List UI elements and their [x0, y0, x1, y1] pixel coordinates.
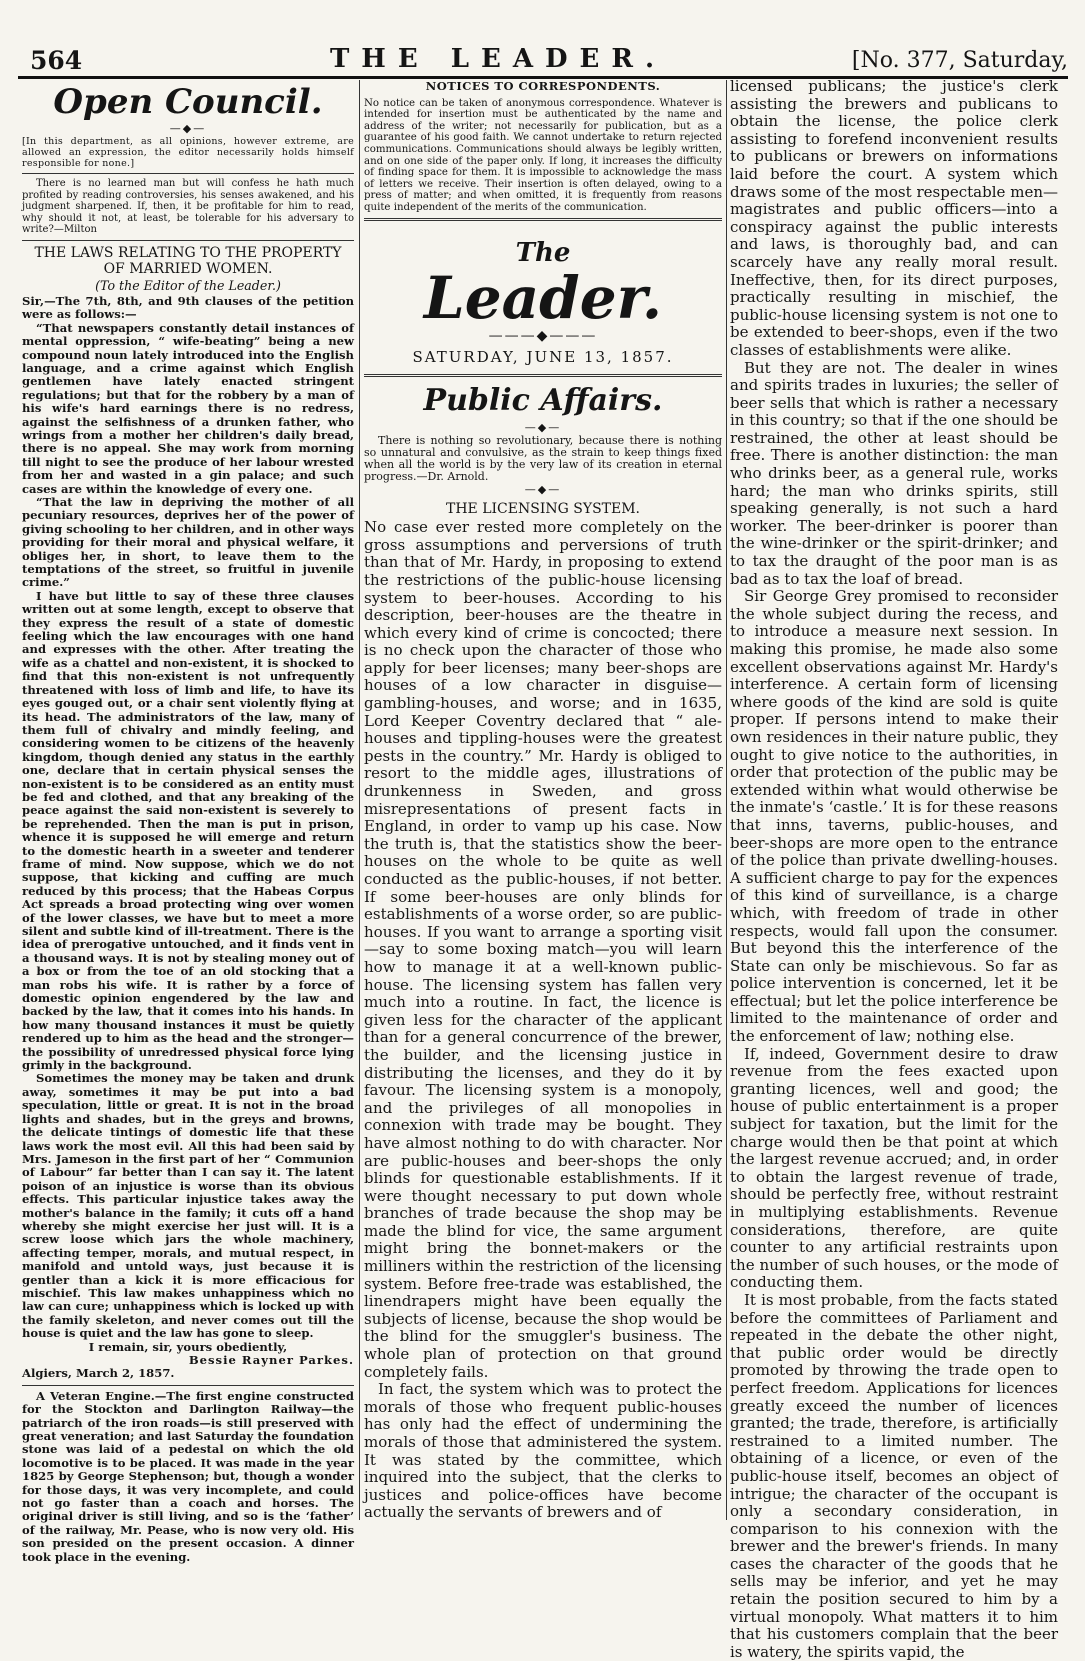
ornament-divider: ———◆——— [488, 327, 598, 344]
column-open-council [22, 78, 354, 1564]
ornament-divider: —◆— [169, 122, 207, 135]
column-divider [726, 80, 727, 1520]
article-paragraph: In fact, the system which was to protect the morals of those who frequent public-houses has only had the effect of undermining the morals of those that administered the system. It was stated by the committee, which inquired into the subject, that the clerks to justices and police-offices have become actually the servants of brewers and of [364, 1380, 722, 1522]
letter-dateline: Algiers, March 2, 1857. [22, 1366, 175, 1381]
letter-signature: Bessie Rayner Parkes. [188, 1353, 354, 1367]
page-header [18, 42, 1068, 76]
veteran-engine-item: A Veteran Engine.—The first engine constructed for the Stockton and Darlington Railway—the patriarch of the iron roads—is still preserved with great veneration; and last Saturday the foundation stone was laid of a pedestal on which the old locomotive is to be placed. It was made in the year 1825 by George Stephenson; but, though a wonder for those days, it was very incomplete, and could not go faster than a coach and horses. The original driver is still living, and so is the ‘father’ of the railway, Mr. Pease, who is now very old. His son presided on the present occasion. A dinner took place in the evening. [22, 1388, 354, 1564]
divider [22, 240, 354, 241]
article-paragraph: But they are not. The dealer in wines and spirits trades in luxuries; the seller of beer sells that which is rather a necessary in this country; so that if the one should be restrained, the other at least should be free. There is another distinction: the man who drinks beer, as a general rule, works hard; the man who drinks spirits, still speaking generally, is not such a hard worker. The beer-drinker is poorer than the wine-drinker or the spirit-drinker; and to tax the draught of the poor man is as bad as to tax the loaf of bread. [730, 358, 1058, 588]
divider [364, 218, 722, 221]
masthead: THE LEADER. [329, 44, 667, 74]
divider [364, 374, 722, 377]
column-divider [359, 80, 360, 1520]
notices-text: No notice can be taken of anonymous correspondence. Whatever is intended for insertion must be authenticated by the name and address of the writer; not necessarily for publication, but as a guarantee of his good faith. We cannot undertake to return rejected communications. Communications should always be legibly written, and on one side of the paper only. If long, it increases the difficulty of finding space for them. It is impossible to acknowledge the mass of letters we receive. Their insertion is often delayed, owing to a press of matter; and when omitted, it is frequently from reasons quite independent of the merits of the communication. [364, 97, 722, 213]
arnold-quote: There is nothing so revolutionary, because there is nothing so unnatural and convulsive, as the strain to keep things fixed when all the world is by the very law of its creation in eternal progress.—Dr. Arnold. [364, 434, 722, 484]
article-paragraph: licensed publicans; the justice's clerk assisting the brewers and publicans to obtain the license, the police clerk assisting to forefend inconvenient results to publicans or brewers on informations laid before the court. A system which draws some of the most respectable men—magistrates and public officers—into a conspiracy against the public interests and laws, is thoroughly bad, and can scarcely have any really moral result. Ineffective, then, for its direct purposes, practically resulting in mischief, the public-house licensing system is not one to be extended to beer-shops, even if the two classes of establishments were alike. [730, 77, 1058, 359]
leader-logo [364, 239, 722, 343]
public-affairs-title: Public Affairs. [423, 383, 663, 419]
letter-paragraph: “That the law in depriving the mother of all pecuniary resources, deprives her of the power of giving schooling to her children, and in other ways providing for their moral and physical welfare, it obliges her, in short, to leave them to the temptations of the street, so fruitful in juvenile crime.” [22, 495, 354, 590]
column-leader [364, 78, 722, 1528]
page-number: 564 [30, 46, 83, 75]
logo-leader: Leader. [423, 263, 663, 332]
letter-paragraph: Sir,—The 7th, 8th, and 9th clauses of the petition were as follows:— [22, 293, 354, 322]
article-paragraph: Sir George Grey promised to reconsider the whole subject during the recess, and to introduce a measure next session. In making this promise, he made also some excellent observations against Mr. Hardy's interference. A certain form of licensing where goods of the kind are sold is quite proper. If persons intend to make their own residences in their nature public, they ought to give notice to the authorities, in order that protection of the public may be extended within what would otherwise be the inmate's ‘castle.’ It is for these reasons that inns, taverns, public-houses, and beer-shops are more open to the entrance of the police than private dwelling-houses. A sufficient charge to pay for the expences of this kind of surveillance, is a charge which, with freedom of trade in other respects, would fall upon the consumer. But beyond this the interference of the State can only be mischievous. So far as police intervention is concerned, let it be effectual; but let the police interference be limited to the maintenance of order and the enforcement of law; nothing else. [730, 587, 1058, 1046]
column-licensing-continued [730, 77, 1058, 1661]
ornament-divider: —◆— [524, 483, 562, 497]
article-paragraph: No case ever rested more completely on the gross assumptions and perversions of truth than that of Mr. Hardy, in proposing to extend the restrictions of the public-house licensing system to beer-houses. According to his description, beer-houses are the theatre in which every kind of crime is concocted; there is no check upon the character of those who apply for beer licenses; many beer-shops are houses of a low character in disguise—gambling-houses, and worse; and in 1635, Lord Keeper Coventry declared that “ ale-houses and tippling-houses were the greatest pests in the country.” Mr. Hardy is obliged to resort to the middle ages, illustrations of drunkenness in Sweden, and gross misrepresentations of present facts in England, in order to vamp up his case. Now the truth is, that the statistics show the beer-houses on the whole to be quite as well conducted as the public-houses, if not better. If some beer-houses are only blinds for establishments of a worse order, so are public-houses. If you want to arrange a sporting visit—say to some boxing match—you will learn how to manage it at a well-known public-house. The licensing system has fallen very much into a routine. In fact, the licence is given less for the character of the applicant than for a general concurrence of the brewer, the builder, and the licensing justice in distributing the licenses, and they do it by favour. The licensing system is a monopoly, and the privileges of all monopolies in connexion with trade may be bought. They have almost nothing to do with character. Nor are public-houses and beer-shops the only blinds for questionable establishments. If it were thought necessary to put down whole branches of trade because the shop may be made the blind for vice, the same argument might bring the bonnet-makers or the milliners within the restriction of the licensing system. Before free-trade was established, the linendrapers might have been equally the subjects of license, because the shop would be the blind for the smuggler's business. The whole plan of protection on that ground completely fails. [364, 518, 722, 1381]
disclaimer: [In this department, as all opinions, however extreme, are allowed an expression, the editor necessarily holds himself responsible for none.] [22, 136, 354, 169]
letter-title: THE LAWS RELATING TO THE PROPERTY OF MARRIED WOMEN. [34, 244, 342, 277]
open-council-title: Open Council. [53, 82, 323, 122]
issue-date: SATURDAY, JUNE 13, 1857. [412, 347, 674, 366]
divider [22, 173, 354, 174]
issue-number: [No. 377, Saturday, [851, 48, 1068, 73]
letter-paragraph: Sometimes the money may be taken and drunk away, sometimes it may be put into a bad speculation, little or great. It is not in the broad lights and shades, but in the greys and browns, the delicate tintings of domestic life that these laws work the most evil. All this had been said by Mrs. Jameson in the first part of her “ Communion of Labour” far better than I can say it. The latent poison of an injustice is worse than its obvious effects. This particular injustice takes away the mother's balance in the family; it cuts off a hand whereby she might exercise her just will. It is a screw loose which jars the whole machinery, affecting temper, morals, and mutual respect, in manifold and untold ways, just because it is gentler than a kick it is more efficacious for mischief. This law makes unhappiness which no law can cure; unhappiness which is locked up with the family skeleton, and never comes out till the house is quiet and the law has gone to sleep. [22, 1071, 354, 1341]
letter-paragraph: “That newspapers constantly detail instances of mental oppression, “ wife-beating” being a new compound noun lately introduced into the English language, and a crime against which English gentlemen have lately enacted stringent regulations; but that for the robbery by a man of his wife's hard earnings there is no redress, against the selfishness of a drunken father, who wrings from a mother her children's daily bread, there is no appeal. She may work from morning till night to see the produce of her labour wrested from her and wasted in a gin palace; and such cases are within the knowledge of every one. [22, 320, 354, 496]
notices-title: NOTICES TO CORRESPONDENTS. [425, 79, 661, 93]
letter-closing: I remain, sir, yours obediently, [88, 1339, 288, 1354]
logo-the: The [515, 237, 571, 268]
divider [22, 1385, 354, 1386]
article-title: THE LICENSING SYSTEM. [446, 501, 640, 518]
article-paragraph: It is most probable, from the facts stated before the committees of Parliament and repeated in the debate the other night, that public order would be directly promoted by throwing the trade open to perfect freedom. Applications for licences greatly exceed the number of licences granted; the trade, therefore, is artificially restrained to a limited number. The obtaining of a licence, or even of the public-house itself, becomes an object of intrigue; the character of the occupant is only a secondary consideration, in comparison to his connexion with the brewer and the brewer's friends. In many cases the character of the goods that he sells may be inferior, and yet he may retain the position secured to him by a virtual monopoly. What matters it to him that his customers complain that the beer is watery, the spirits vapid, the [730, 1290, 1058, 1661]
article-paragraph: If, indeed, Government desire to draw revenue from the fees exacted upon granting licences, well and good; the house of public entertainment is a proper subject for taxation, but the limit for the charge would then be that point at which the largest revenue accrued; and, in order to obtain the largest revenue of trade, should be perfectly free, without restraint in multiplying establishments. Revenue considerations, therefore, are quite counter to any artificial restraints upon the number of such houses, or the mode of conducting them. [730, 1044, 1058, 1292]
letter-paragraph: I have but little to say of these three clauses written out at some length, except to observe that they express the result of a state of domestic feeling which the law encourages with one hand and expresses with the other. After treating the wife as a chattel and non-existent, it is shocked to find that this non-existent is not unfrequently threatened with loss of limb and life, to have its eyes gouged out, or a chair sent violently flying at its head. The administrators of the law, many of them full of chivalry and mindly feeling, and considering women to be citizens of the heavenly kingdom, though denied any status in the earthly one, declare that in certain physical senses the non-existent is to be considered as an entity must be fed and clothed, and that any breaking of the peace against the said non-existent is severely to be reprehended. Then the man is put in prison, whence it is supposed he will emerge and return to the domestic hearth in a sweeter and tenderer frame of mind. Now suppose, which we do not suppose, that kicking and cuffing are much reduced by this process; that the Habeas Corpus Act spreads a broad protecting wing over women of the lower classes, we have but to meet a more silent and subtle kind of ill-treatment. There is the idea of prerogative untouched, and it finds vent in a thousand ways. It is not by stealing money out of a box or from the toe of an old stocking that a man robs his wife. It is rather by a force of domestic opinion engendered by the law and backed by the law, that it comes into his hands. In how many thousand instances it must be quietly rendered up to him as the head and the stronger—the possibility of unredressed physical force lying grimly in the background. [22, 588, 354, 1073]
ornament-divider: —◆— [524, 421, 562, 435]
milton-quote: There is no learned man but will confess he hath much profited by reading controversies, his senses awakened, and his judgment sharpened. If, then, it be profitable for him to read, why should it not, at least, be tolerable for his adversary to write?—Milton [22, 178, 354, 235]
letter-addressee: (To the Editor of the Leader.) [95, 277, 281, 293]
